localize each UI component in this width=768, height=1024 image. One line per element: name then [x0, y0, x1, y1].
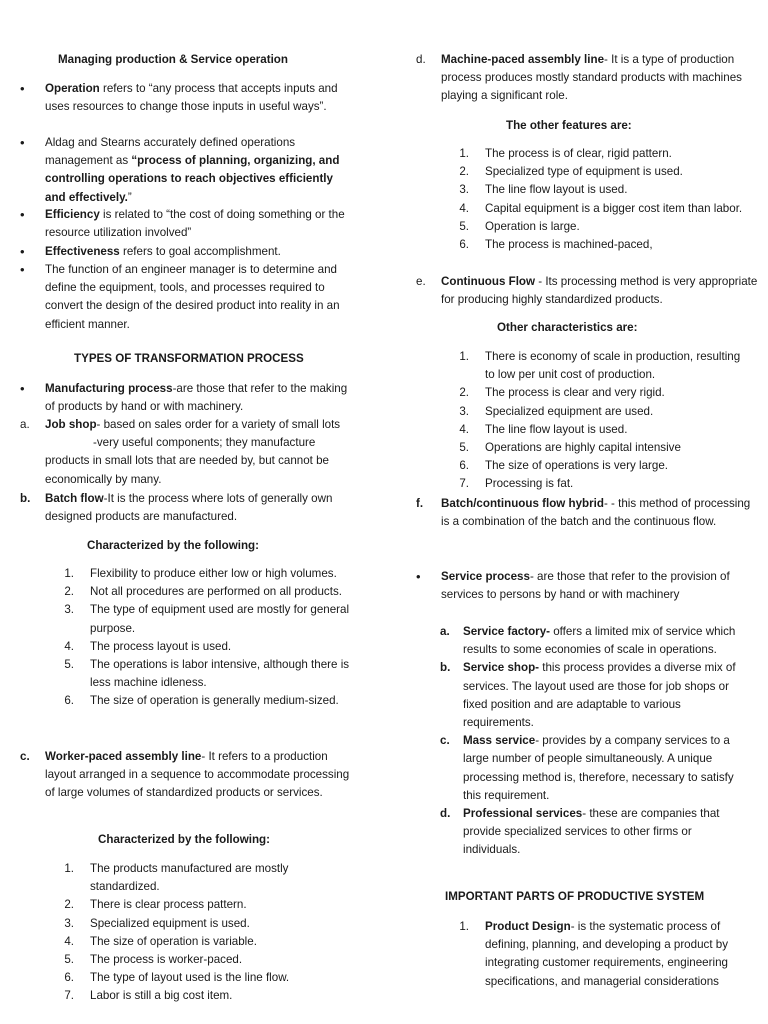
service-process-item: • Service process- are those that refer to the provision of services to persons by hand or with machinery: [416, 569, 730, 602]
list-item: b. Service shop- this process provides a diverse mix of services. The layout used are those for job shops or fixed position and are adaptable to various requirements.: [440, 661, 736, 730]
page-title: Managing production & Service operation: [58, 53, 288, 66]
list-item: 3. The type of equipment used are mostly for general purpose.: [64, 603, 350, 635]
list-item: • Efficiency is related to “the cost of doing something or the resource utilization involved”: [20, 207, 345, 240]
list-item: 4. Capital equipment is a bigger cost item than labor.: [459, 201, 743, 215]
list-item: 2. The process is clear and very rigid.: [459, 386, 665, 400]
batch-list: [60, 565, 360, 711]
continuous-heading: Other characteristics are:: [497, 321, 638, 334]
list-item: 6. The size of operation is generally medium-sized.: [64, 694, 339, 708]
service-list: [440, 623, 750, 860]
list-item: 3. Specialized equipment are used.: [459, 404, 654, 418]
manufacturing-item: • Manufacturing process-are those that refer to the making of products by hand or with machinery.: [20, 381, 348, 414]
list-item: • Effectiveness refers to goal accomplishment.: [20, 244, 281, 259]
batch-flow-item: b. Batch flow-It is the process where lots of generally own designed products are manufactured.: [20, 492, 333, 524]
machine-paced-item: d. Machine-paced assembly line- It is a type of production process produces mostly standard products with machines playing a significant role.: [416, 53, 742, 103]
list-item: 1. There is economy of scale in production, resulting to low per unit cost of production.: [459, 350, 741, 382]
list-item: 4. The process layout is used.: [64, 639, 232, 653]
list-item: 5. The operations is labor intensive, although there is less machine idleness.: [64, 658, 350, 690]
parts-heading: IMPORTANT PARTS OF PRODUCTIVE SYSTEM: [445, 890, 705, 903]
batch-heading: Characterized by the following:: [87, 539, 259, 552]
list-item: c. Mass service- provides by a company services to a large number of people simultaneously. A unique processing method is, therefore, necessary to satisfy this requirement.: [440, 734, 734, 802]
parts-list: [455, 918, 745, 991]
list-item: 2. Specialized type of equipment is used.: [459, 165, 683, 179]
list-item: 7. Processing is fat.: [459, 477, 574, 491]
list-item: • The function of an engineer manager is to determine and define the equipment, tools, and processes required to convert the design of the desired product into reality in an efficient manner.: [20, 262, 340, 331]
section-heading: TYPES OF TRANSFORMATION PROCESS: [74, 352, 304, 365]
list-item: 1. Product Design- is the systematic process of defining, planning, and developing a product by integrating customer requirements, engineering specifications, and managerial considerations: [459, 920, 729, 988]
list-item: 3. The line flow layout is used.: [459, 183, 628, 197]
list-item: 1. The products manufactured are mostly standardized.: [64, 862, 289, 894]
list-item: 2. Not all procedures are performed on all products.: [64, 585, 342, 599]
continuous-flow-item: e. Continuous Flow - Its processing method is very appropriate for producing highly standardized products.: [416, 275, 758, 307]
intro-list: [20, 80, 350, 334]
worker-heading: Characterized by the following:: [98, 833, 270, 846]
list-item: 5. Operation is large.: [459, 219, 580, 233]
list-item: 2. There is clear process pattern.: [64, 898, 247, 912]
list-item: d. Professional services- these are companies that provide specialized services to other firms or individuals.: [440, 807, 720, 857]
hybrid-item: f. Batch/continuous flow hybrid- - this method of processing is a combination of the batch and the continuous flow.: [416, 497, 751, 529]
machine-heading: The other features are:: [506, 119, 632, 132]
list-item: 1. The process is of clear, rigid pattern.: [459, 147, 672, 160]
list-item: a. Service factory- offers a limited mix of service which results to some economies of scale in operations.: [440, 625, 736, 657]
list-item: 6. The size of operations is very large.: [459, 459, 669, 473]
continuous-list: [455, 348, 745, 494]
list-item: 4. The size of operation is variable.: [64, 934, 257, 948]
list-item: 4. The line flow layout is used.: [459, 422, 628, 436]
list-item: • Operation refers to “any process that accepts inputs and uses resources to change those inputs in useful ways”.: [20, 81, 338, 114]
list-item: 6. The process is machined-paced,: [459, 238, 653, 252]
list-item: 1. Flexibility to produce either low or high volumes.: [64, 567, 337, 580]
worker-paced-item: c. Worker-paced assembly line- It refers to a production layout arranged in a sequence to accommodate processing of large volumes of standardized products or services.: [20, 750, 350, 800]
list-item: 7. Labor is still a big cost item.: [64, 989, 233, 1003]
list-item: 5. The process is worker-paced.: [64, 953, 243, 967]
list-item: 5. Operations are highly capital intensive: [459, 441, 681, 455]
list-item: 3. Specialized equipment is used.: [64, 916, 250, 930]
machine-list: [455, 145, 745, 254]
list-item: • Aldag and Stearns accurately defined operations management as “process of planning, organizing, and controlling operations to reach objectives efficiently and effectively.”: [20, 135, 340, 204]
job-shop-item: a. Job shop- based on sales order for a variety of small lots -very useful components; they manufacture products in small lots that are needed by, but cannot be economically by many.: [20, 418, 341, 486]
list-item: 6. The type of layout used is the line flow.: [64, 971, 290, 985]
worker-list: [60, 860, 360, 1006]
